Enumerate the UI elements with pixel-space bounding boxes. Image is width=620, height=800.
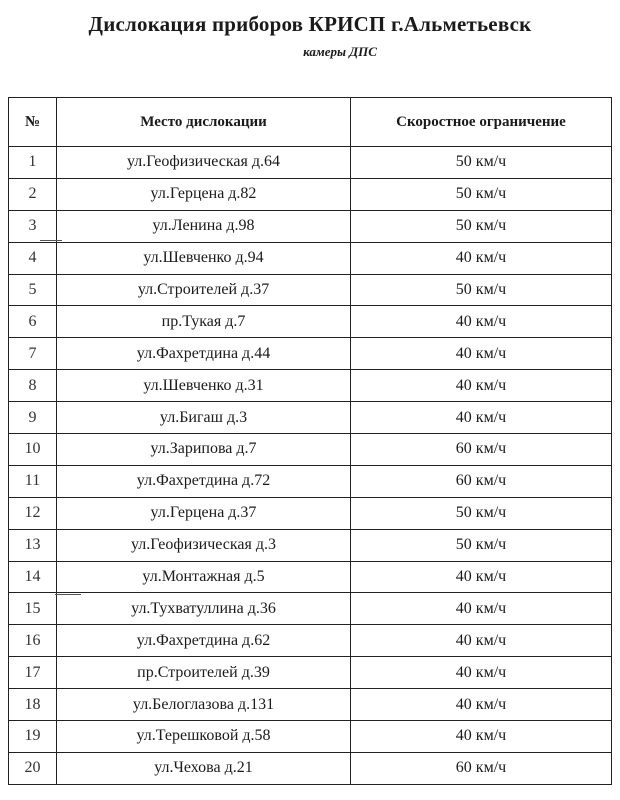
table-body	[9, 147, 612, 785]
row-number: 4	[9, 242, 57, 274]
table-row	[9, 338, 612, 370]
table-row	[9, 306, 612, 338]
row-number: 1	[9, 147, 57, 179]
row-number: 14	[9, 561, 57, 593]
row-number: 10	[9, 434, 57, 466]
row-location: ул.Фахретдина д.62	[57, 625, 351, 657]
row-number: 7	[9, 338, 57, 370]
row-number: 5	[9, 274, 57, 306]
row-number: 17	[9, 657, 57, 689]
row-location: ул.Ленина д.98	[57, 210, 351, 242]
row-number: 8	[9, 370, 57, 402]
scan-mark	[40, 240, 62, 241]
dislocation-table	[8, 97, 612, 785]
row-speed: 50 км/ч	[351, 147, 612, 179]
scan-mark	[55, 594, 81, 595]
row-location: ул.Геофизическая д.64	[57, 147, 351, 179]
row-speed: 60 км/ч	[351, 465, 612, 497]
row-speed: 40 км/ч	[351, 402, 612, 434]
row-location: пр.Тукая д.7	[57, 306, 351, 338]
row-speed: 40 км/ч	[351, 561, 612, 593]
row-location: ул.Чехова д.21	[57, 752, 351, 784]
row-location: ул.Герцена д.82	[57, 178, 351, 210]
row-speed: 50 км/ч	[351, 210, 612, 242]
row-speed: 40 км/ч	[351, 306, 612, 338]
table-header-row	[9, 98, 612, 147]
table-row	[9, 689, 612, 721]
row-speed: 40 км/ч	[351, 370, 612, 402]
row-speed: 50 км/ч	[351, 529, 612, 561]
row-speed: 40 км/ч	[351, 625, 612, 657]
row-speed: 40 км/ч	[351, 338, 612, 370]
table-row	[9, 274, 612, 306]
table-row	[9, 465, 612, 497]
table-row	[9, 593, 612, 625]
row-location: ул.Тухватуллина д.36	[57, 593, 351, 625]
row-location: ул.Герцена д.37	[57, 497, 351, 529]
row-number: 6	[9, 306, 57, 338]
row-location: ул.Монтажная д.5	[57, 561, 351, 593]
row-location: ул.Шевченко д.31	[57, 370, 351, 402]
row-speed: 50 км/ч	[351, 274, 612, 306]
table-row	[9, 721, 612, 753]
table-row	[9, 242, 612, 274]
header-location: Место дислокации	[57, 98, 351, 147]
row-number: 15	[9, 593, 57, 625]
document-title: Дислокация приборов КРИСП г.Альметьевск	[88, 12, 532, 36]
row-number: 11	[9, 465, 57, 497]
row-location: ул.Зарипова д.7	[57, 434, 351, 466]
row-location: ул.Белоглазова д.131	[57, 689, 351, 721]
table-row	[9, 402, 612, 434]
row-number: 19	[9, 721, 57, 753]
row-number: 12	[9, 497, 57, 529]
row-speed: 60 км/ч	[351, 434, 612, 466]
document-subtitle: камеры ДПС	[303, 44, 377, 59]
row-location: ул.Геофизическая д.3	[57, 529, 351, 561]
table-row	[9, 497, 612, 529]
row-speed: 40 км/ч	[351, 689, 612, 721]
header-speed: Скоростное ограничение	[351, 98, 612, 147]
row-number: 2	[9, 178, 57, 210]
row-speed: 40 км/ч	[351, 242, 612, 274]
table-row	[9, 147, 612, 179]
row-location: ул.Шевченко д.94	[57, 242, 351, 274]
table-row	[9, 434, 612, 466]
row-speed: 50 км/ч	[351, 497, 612, 529]
row-location: пр.Строителей д.39	[57, 657, 351, 689]
table-row	[9, 529, 612, 561]
row-speed: 60 км/ч	[351, 752, 612, 784]
row-number: 16	[9, 625, 57, 657]
row-number: 20	[9, 752, 57, 784]
row-speed: 40 км/ч	[351, 721, 612, 753]
row-number: 3	[9, 210, 57, 242]
table-row	[9, 752, 612, 784]
table-row	[9, 210, 612, 242]
row-location: ул.Бигаш д.3	[57, 402, 351, 434]
row-speed: 40 км/ч	[351, 657, 612, 689]
row-location: ул.Фахретдина д.44	[57, 338, 351, 370]
row-speed: 50 км/ч	[351, 178, 612, 210]
header-num: №	[9, 98, 57, 147]
table-row	[9, 178, 612, 210]
row-location: ул.Фахретдина д.72	[57, 465, 351, 497]
table-row	[9, 561, 612, 593]
row-number: 18	[9, 689, 57, 721]
table-row	[9, 370, 612, 402]
table-row	[9, 625, 612, 657]
row-speed: 40 км/ч	[351, 593, 612, 625]
row-location: ул.Терешковой д.58	[57, 721, 351, 753]
row-location: ул.Строителей д.37	[57, 274, 351, 306]
row-number: 13	[9, 529, 57, 561]
row-number: 9	[9, 402, 57, 434]
table-row	[9, 657, 612, 689]
